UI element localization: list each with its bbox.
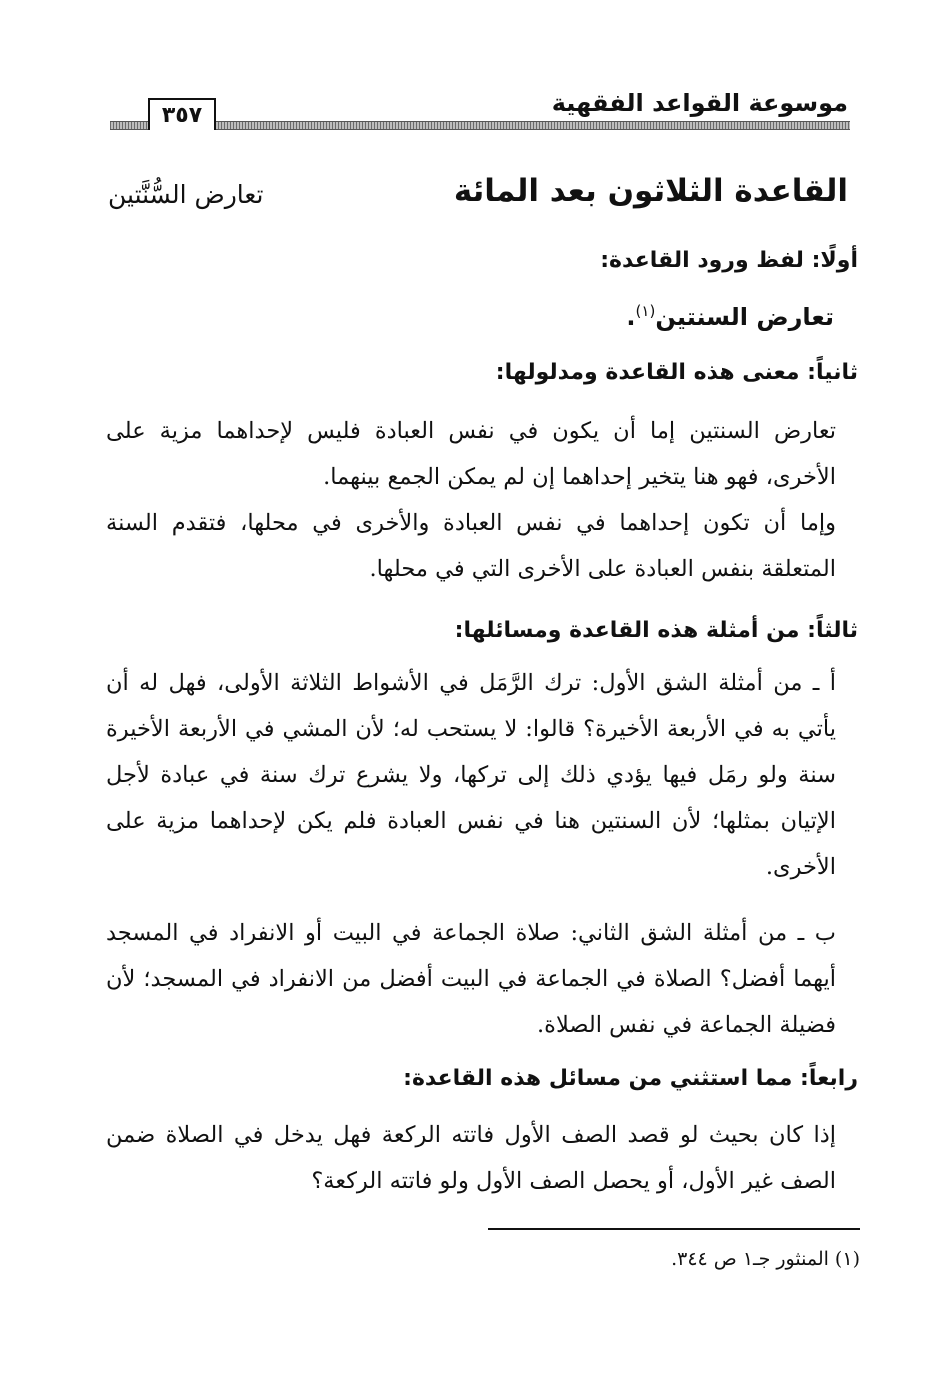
rule-wording (626, 292, 834, 336)
running-header-title: موسوعة القواعد الفقهية (551, 89, 848, 117)
header-rule (110, 121, 850, 130)
rule-subject: تعارض السُّنَّتين (108, 180, 264, 209)
section-heading-examples: ثالثاً: من أمثلة هذه القاعدة ومسائلها: (454, 618, 858, 643)
page-number: ٣٥٧ (148, 98, 216, 130)
footnote-separator (488, 1228, 860, 1230)
meaning-paragraph-1: تعارض السنتين إما أن يكون في نفس العبادة فليس لإحداهما مزية على الأخرى، فهو هنا يتخير إحداهما إن لم يمكن الجمع بينهما. (106, 418, 836, 490)
example-paragraph-b: ب ـ من أمثلة الشق الثاني: صلاة الجماعة في البيت أو الانفراد في المسجد أيهما أفضل؟ الصلاة في الجماعة في البيت أفضل من الانفراد في المسجد؛ لأن فضيلة الجماعة في نفس الصلاة. (106, 920, 836, 1038)
section-heading-wording: أولًا: لفظ ورود القاعدة: (600, 248, 858, 273)
rule-wording-end: . (626, 303, 636, 331)
footnote-1: (١) المنثور جـ١ ص ٣٤٤. (671, 1248, 860, 1270)
exception-paragraph: إذا كان بحيث لو قصد الصف الأول فاتته الركعة فهل يدخل في الصلاة ضمن الصف غير الأول، أو يحصل الصف الأول ولو فاتته الركعة؟ (106, 1122, 836, 1194)
example-paragraph-a: أ ـ من أمثلة الشق الأول: ترك الرَّمَل في الأشواط الثلاثة الأولى، فهل له أن يأتي به في الأربعة الأخيرة؟ قالوا: لا يستحب له؛ لأن المشي في الأربعة الأخيرة سنة ولو رمَل فيها يؤدي ذلك إلى تركها، ولا يشرع ترك سنة في عبادة لأجل الإتيان بمثلها؛ لأن السنتين هنا في نفس العبادة فلم يكن لإحداهما مزية على الأخرى. (106, 670, 836, 880)
footnote-marker: (١) (635, 302, 656, 320)
rule-title: القاعدة الثلاثون بعد المائة (453, 173, 848, 209)
rule-wording-text: تعارض السنتين (655, 303, 834, 331)
section-heading-exceptions: رابعاً: مما استثني من مسائل هذه القاعدة: (403, 1066, 858, 1091)
section-heading-meaning: ثانياً: معنى هذه القاعدة ومدلولها: (495, 360, 858, 385)
meaning-paragraph-2: وإما أن تكون إحداهما في نفس العبادة والأخرى في محلها، فتقدم السنة المتعلقة بنفس العبادة على الأخرى التي في محلها. (106, 510, 836, 582)
